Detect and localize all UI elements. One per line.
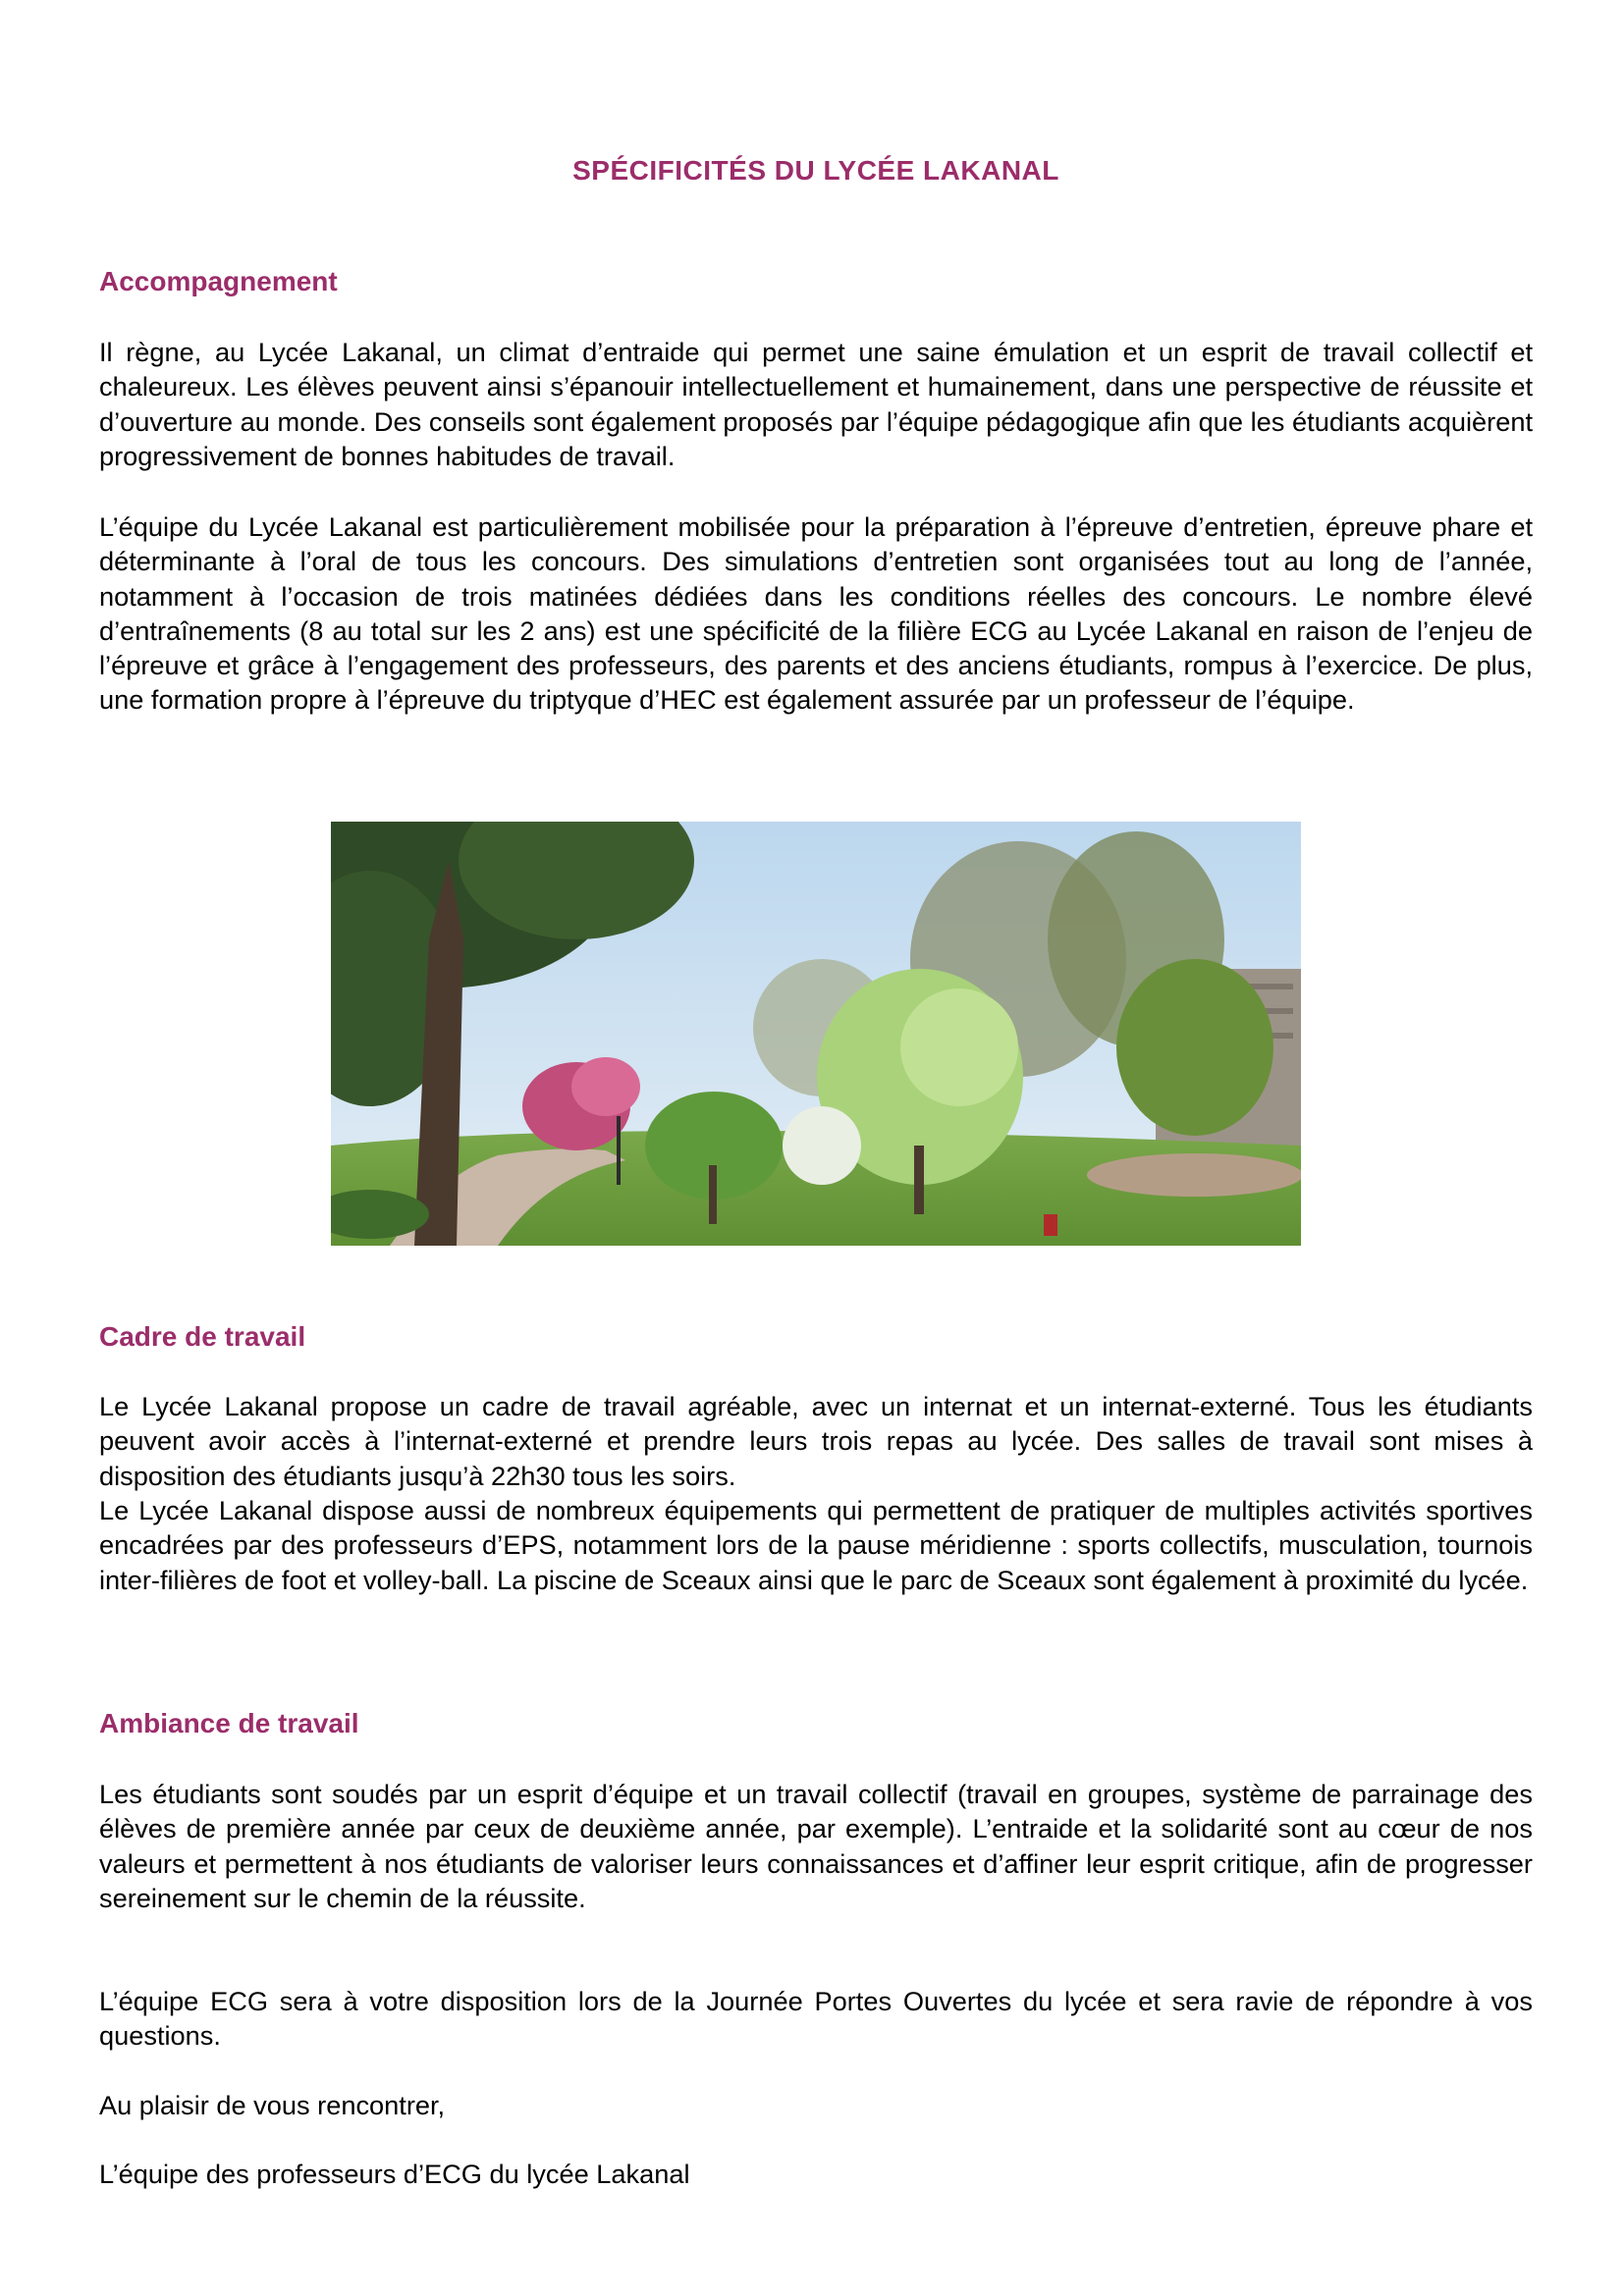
section-heading-ambiance: Ambiance de travail [99,1708,359,1738]
paragraph-invitation: L’équipe ECG sera à votre disposition lors de la Journée Portes Ouvertes du lycée et sera ravie de répondre à vos questions. [99,1986,1533,2052]
section-heading-accompagnement: Accompagnement [99,266,338,296]
paragraph-cadre-1: Le Lycée Lakanal propose un cadre de travail agréable, avec un internat et un internat-externé. Tous les étudiants peuvent avoir accès à l’internat-externé et prendre leurs trois repas au lycée. Des salles de travail sont mises à disposition des étudiants jusqu’à 22h30 tous les soirs. [99,1391,1533,1491]
paragraph-signature: L’équipe des professeurs d’ECG du lycée Lakanal [99,2159,690,2189]
park-photo [331,822,1301,1246]
paragraph-greeting: Au plaisir de vous rencontrer, [99,2090,446,2120]
paragraph-accompagnement-1: Il règne, au Lycée Lakanal, un climat d’entraide qui permet une saine émulation et un esprit de travail collectif et chaleureux. Les élèves peuvent ainsi s’épanouir intellectuellement et humainement, dans une perspective de réussite et d’ouverture au monde. Des conseils sont également proposés par l’équipe pédagogique afin que les étudiants acquièrent progressivement de bonnes habitudes de travail. [99,337,1533,471]
paragraph-accompagnement-2: L’équipe du Lycée Lakanal est particulièrement mobilisée pour la préparation à l’épreuve d’entretien, épreuve phare et déterminante à l’oral de tous les concours. Des simulations d’entretien sont organisées tout au long de l’année, notamment à l’occasion de trois matinées dédiées dans les conditions réelles des concours. Le nombre élevé d’entraînements (8 au total sur les 2 ans) est une spécificité de la filière ECG au Lycée Lakanal en raison de l’enjeu de l’épreuve et grâce à l’engagement des professeurs, des parents et des anciens étudiants, rompus à l’exercice. De plus, une formation propre à l’épreuve du triptyque d’HEC est également assurée par un professeur de l’équipe. [99,511,1533,716]
park-photo-illustration [331,822,1301,1246]
section-heading-cadre: Cadre de travail [99,1321,306,1352]
paragraph-cadre-2: Le Lycée Lakanal dispose aussi de nombreux équipements qui permettent de pratiquer de multiples activités sportives encadrées par des professeurs d’EPS, notamment lors de la pause méridienne : sports collectifs, musculation, tournois inter-filières de foot et volley-ball. La piscine de Sceaux ainsi que le parc de Sceaux sont également à proximité du lycée. [99,1495,1533,1595]
page-title: SPÉCIFICITÉS DU LYCÉE LAKANAL [572,155,1059,186]
paragraph-ambiance-1: Les étudiants sont soudés par un esprit d’équipe et un travail collectif (travail en groupes, système de parrainage des élèves de première année par ceux de deuxième année, par exemple). L’entraide et la solidarité sont au cœur de nos valeurs et permettent à nos étudiants de valoriser leurs connaissances et d’affiner leur esprit critique, afin de progresser sereinement sur le chemin de la réussite. [99,1779,1533,1913]
